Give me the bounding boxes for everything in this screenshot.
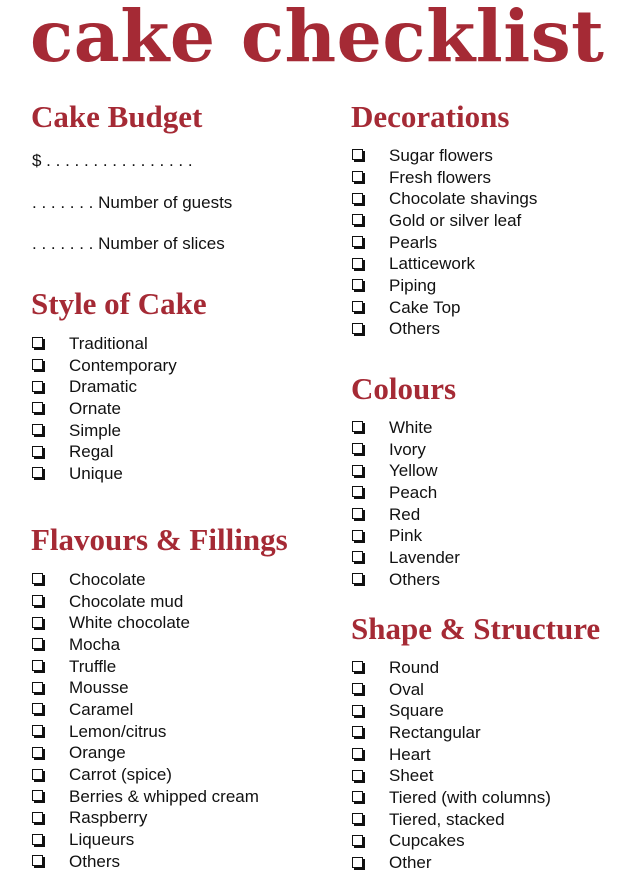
checklist-item[interactable]: [32, 420, 177, 442]
checklist-item-label: Others: [389, 319, 441, 339]
checklist-item-label: Others: [69, 851, 121, 871]
checklist-item-label: Contemporary: [69, 355, 177, 375]
checklist-item[interactable]: [32, 677, 259, 699]
checklist-item[interactable]: [352, 188, 537, 210]
checklist-item[interactable]: [352, 569, 460, 591]
checklist-item-label: Lavender: [389, 547, 460, 567]
checklist-item[interactable]: [352, 232, 537, 254]
checklist-item[interactable]: [352, 809, 551, 831]
checklist-item[interactable]: [352, 657, 551, 679]
checkbox-icon[interactable]: [352, 726, 363, 737]
checkbox-icon[interactable]: [32, 703, 43, 714]
checkbox-icon[interactable]: [32, 446, 43, 457]
checklist-item-label: Regal: [69, 442, 114, 462]
checklist-item-label: Square: [389, 701, 444, 721]
checklist-item[interactable]: [352, 679, 551, 701]
checklist-item[interactable]: [32, 829, 259, 851]
decorations-list: [352, 145, 537, 340]
page-title: cake checklist: [30, 0, 605, 78]
checkbox-icon[interactable]: [352, 857, 363, 868]
checkbox-icon[interactable]: [32, 381, 43, 392]
checkbox-icon[interactable]: [352, 443, 363, 454]
checklist-item-label: Chocolate: [69, 569, 146, 589]
checkbox-icon[interactable]: [352, 748, 363, 759]
checkbox-icon[interactable]: [352, 791, 363, 802]
checkbox-icon[interactable]: [32, 337, 43, 348]
checkbox-icon[interactable]: [32, 467, 43, 478]
checklist-item-label: Dramatic: [69, 377, 138, 397]
checklist-item[interactable]: [32, 808, 259, 830]
checklist-item-label: Raspberry: [69, 808, 148, 828]
style-of-cake-heading: Style of Cake: [31, 286, 207, 321]
checklist-item[interactable]: [352, 210, 537, 232]
checkbox-icon[interactable]: [32, 812, 43, 823]
checklist-item-label: Rectangular: [389, 722, 481, 742]
checklist-item[interactable]: [32, 463, 177, 485]
checklist-item-label: Mocha: [69, 634, 121, 654]
checklist-item-label: Other: [389, 853, 432, 873]
checkbox-icon[interactable]: [32, 747, 43, 758]
checklist-item-label: Cupcakes: [389, 831, 465, 851]
checkbox-icon[interactable]: [352, 770, 363, 781]
checklist-item[interactable]: [352, 145, 537, 167]
colours-list: [352, 417, 460, 591]
checklist-item-label: Liqueurs: [69, 830, 135, 850]
checklist-item[interactable]: [32, 851, 259, 873]
checklist-item-label: Pink: [389, 526, 423, 546]
checkbox-icon[interactable]: [32, 402, 43, 413]
checklist-item[interactable]: [352, 460, 460, 482]
checklist-item[interactable]: [32, 612, 259, 634]
checklist-item[interactable]: [32, 699, 259, 721]
checkbox-icon[interactable]: [352, 813, 363, 824]
checklist-item[interactable]: [32, 398, 177, 420]
budget-amount-line: $ . . . . . . . . . . . . . . . .: [32, 151, 193, 170]
checkbox-icon[interactable]: [32, 638, 43, 649]
checklist-item[interactable]: [32, 786, 259, 808]
checkbox-icon[interactable]: [352, 149, 363, 160]
checklist-item[interactable]: [32, 569, 259, 591]
checklist-item[interactable]: [352, 319, 537, 341]
checkbox-icon[interactable]: [352, 171, 363, 182]
cake-budget-heading: Cake Budget: [31, 99, 203, 134]
checklist-item-label: Ornate: [69, 398, 121, 418]
checkbox-icon[interactable]: [32, 359, 43, 370]
checklist-item-label: Pearls: [389, 232, 438, 252]
checkbox-icon[interactable]: [352, 421, 363, 432]
checklist-item[interactable]: [32, 355, 177, 377]
checklist-item[interactable]: [352, 700, 551, 722]
checkbox-icon[interactable]: [352, 705, 363, 716]
shape-structure-heading: Shape & Structure: [351, 611, 601, 646]
checklist-item[interactable]: [352, 787, 551, 809]
checklist-item[interactable]: [352, 253, 537, 275]
shape-structure-list: [352, 657, 551, 874]
checkbox-icon[interactable]: [352, 683, 363, 694]
checklist-item[interactable]: [32, 441, 177, 463]
checkbox-icon[interactable]: [32, 660, 43, 671]
checkbox-icon[interactable]: [352, 258, 363, 269]
checklist-item-label: Heart: [389, 744, 431, 764]
checklist-item-label: Red: [389, 504, 421, 524]
checklist-item-label: Truffle: [69, 656, 117, 676]
checkbox-icon[interactable]: [32, 769, 43, 780]
checkbox-icon[interactable]: [352, 551, 363, 562]
checklist-item[interactable]: [352, 525, 460, 547]
checkbox-icon[interactable]: [32, 790, 43, 801]
checkbox-icon[interactable]: [32, 617, 43, 628]
checklist-item-label: Piping: [389, 275, 437, 295]
colours-heading: Colours: [351, 371, 457, 406]
checklist-item[interactable]: [32, 656, 259, 678]
checklist-item-label: Cake Top: [389, 297, 461, 317]
flavours-fillings-list: [32, 569, 259, 873]
checklist-item-label: Chocolate shavings: [389, 189, 538, 209]
checklist-item-label: Unique: [69, 463, 123, 483]
checkbox-icon[interactable]: [352, 573, 363, 584]
checklist-item-label: Traditional: [69, 333, 148, 353]
checkbox-icon[interactable]: [32, 834, 43, 845]
checklist-item[interactable]: [352, 417, 460, 439]
checklist-item-label: Gold or silver leaf: [389, 210, 522, 230]
checkbox-icon[interactable]: [352, 323, 363, 334]
checklist-item-label: Carrot (spice): [69, 765, 172, 785]
checklist-item[interactable]: [32, 591, 259, 613]
checkbox-icon[interactable]: [32, 725, 43, 736]
checklist-item-label: Lemon/citrus: [69, 721, 167, 741]
checklist-item-label: Round: [389, 657, 440, 677]
checklist-item[interactable]: [352, 744, 551, 766]
checklist-item-label: White chocolate: [69, 613, 190, 633]
checkbox-icon[interactable]: [32, 595, 43, 606]
checkbox-icon[interactable]: [32, 424, 43, 435]
checklist-item-label: Ivory: [389, 439, 426, 459]
checklist-item-label: White: [389, 417, 433, 437]
checklist-item[interactable]: [352, 275, 537, 297]
checklist-item[interactable]: [32, 743, 259, 765]
checklist-item[interactable]: [352, 297, 537, 319]
checklist-item[interactable]: [32, 721, 259, 743]
decorations-heading: Decorations: [351, 99, 510, 134]
checklist-item-label: Berries & whipped cream: [69, 786, 259, 806]
flavours-fillings-heading: Flavours & Fillings: [31, 522, 288, 557]
checklist-item-label: Chocolate mud: [69, 591, 184, 611]
checkbox-icon[interactable]: [352, 214, 363, 225]
checklist-item[interactable]: [352, 167, 537, 189]
checklist-item[interactable]: [352, 547, 460, 569]
checklist-item[interactable]: [352, 504, 460, 526]
checkbox-icon[interactable]: [352, 279, 363, 290]
checklist-item[interactable]: [32, 764, 259, 786]
checklist-item-label: Tiered, stacked: [389, 809, 505, 829]
checklist-item-label: Peach: [389, 482, 438, 502]
checkbox-icon[interactable]: [32, 682, 43, 693]
checklist-item[interactable]: [352, 831, 551, 853]
checklist-item-label: Simple: [69, 420, 121, 440]
checklist-item-label: Others: [389, 569, 441, 589]
checklist-item-label: Tiered (with columns): [389, 787, 551, 807]
checkbox-icon[interactable]: [352, 236, 363, 247]
checklist-item-label: Oval: [389, 679, 424, 699]
checklist-item[interactable]: [32, 634, 259, 656]
checkbox-icon[interactable]: [352, 530, 363, 541]
number-of-guests-line: . . . . . . . Number of guests: [32, 193, 233, 212]
style-of-cake-list: [32, 333, 177, 485]
checkbox-icon[interactable]: [352, 661, 363, 672]
checklist-item[interactable]: [352, 852, 551, 874]
checklist-item-label: Caramel: [69, 699, 134, 719]
checklist-item-label: Orange: [69, 743, 126, 763]
checklist-item[interactable]: [352, 722, 551, 744]
checklist-item-label: Sheet: [389, 766, 434, 786]
checklist-item[interactable]: [352, 765, 551, 787]
checklist-item[interactable]: [32, 376, 177, 398]
checkbox-icon[interactable]: [352, 301, 363, 312]
checklist-item-label: Yellow: [389, 461, 438, 481]
checkbox-icon[interactable]: [352, 465, 363, 476]
number-of-slices-line: . . . . . . . Number of slices: [32, 234, 225, 253]
checklist-item-label: Mousse: [69, 678, 129, 698]
checkbox-icon[interactable]: [352, 193, 363, 204]
checkbox-icon[interactable]: [352, 508, 363, 519]
checklist-item[interactable]: [352, 439, 460, 461]
checkbox-icon[interactable]: [352, 835, 363, 846]
checkbox-icon[interactable]: [32, 573, 43, 584]
checkbox-icon[interactable]: [352, 486, 363, 497]
checklist-item[interactable]: [32, 333, 177, 355]
checklist-item-label: Fresh flowers: [389, 167, 492, 187]
checklist-item-label: Sugar flowers: [389, 145, 493, 165]
checklist-item[interactable]: [352, 482, 460, 504]
checklist-item-label: Latticework: [389, 254, 475, 274]
checkbox-icon[interactable]: [32, 855, 43, 866]
